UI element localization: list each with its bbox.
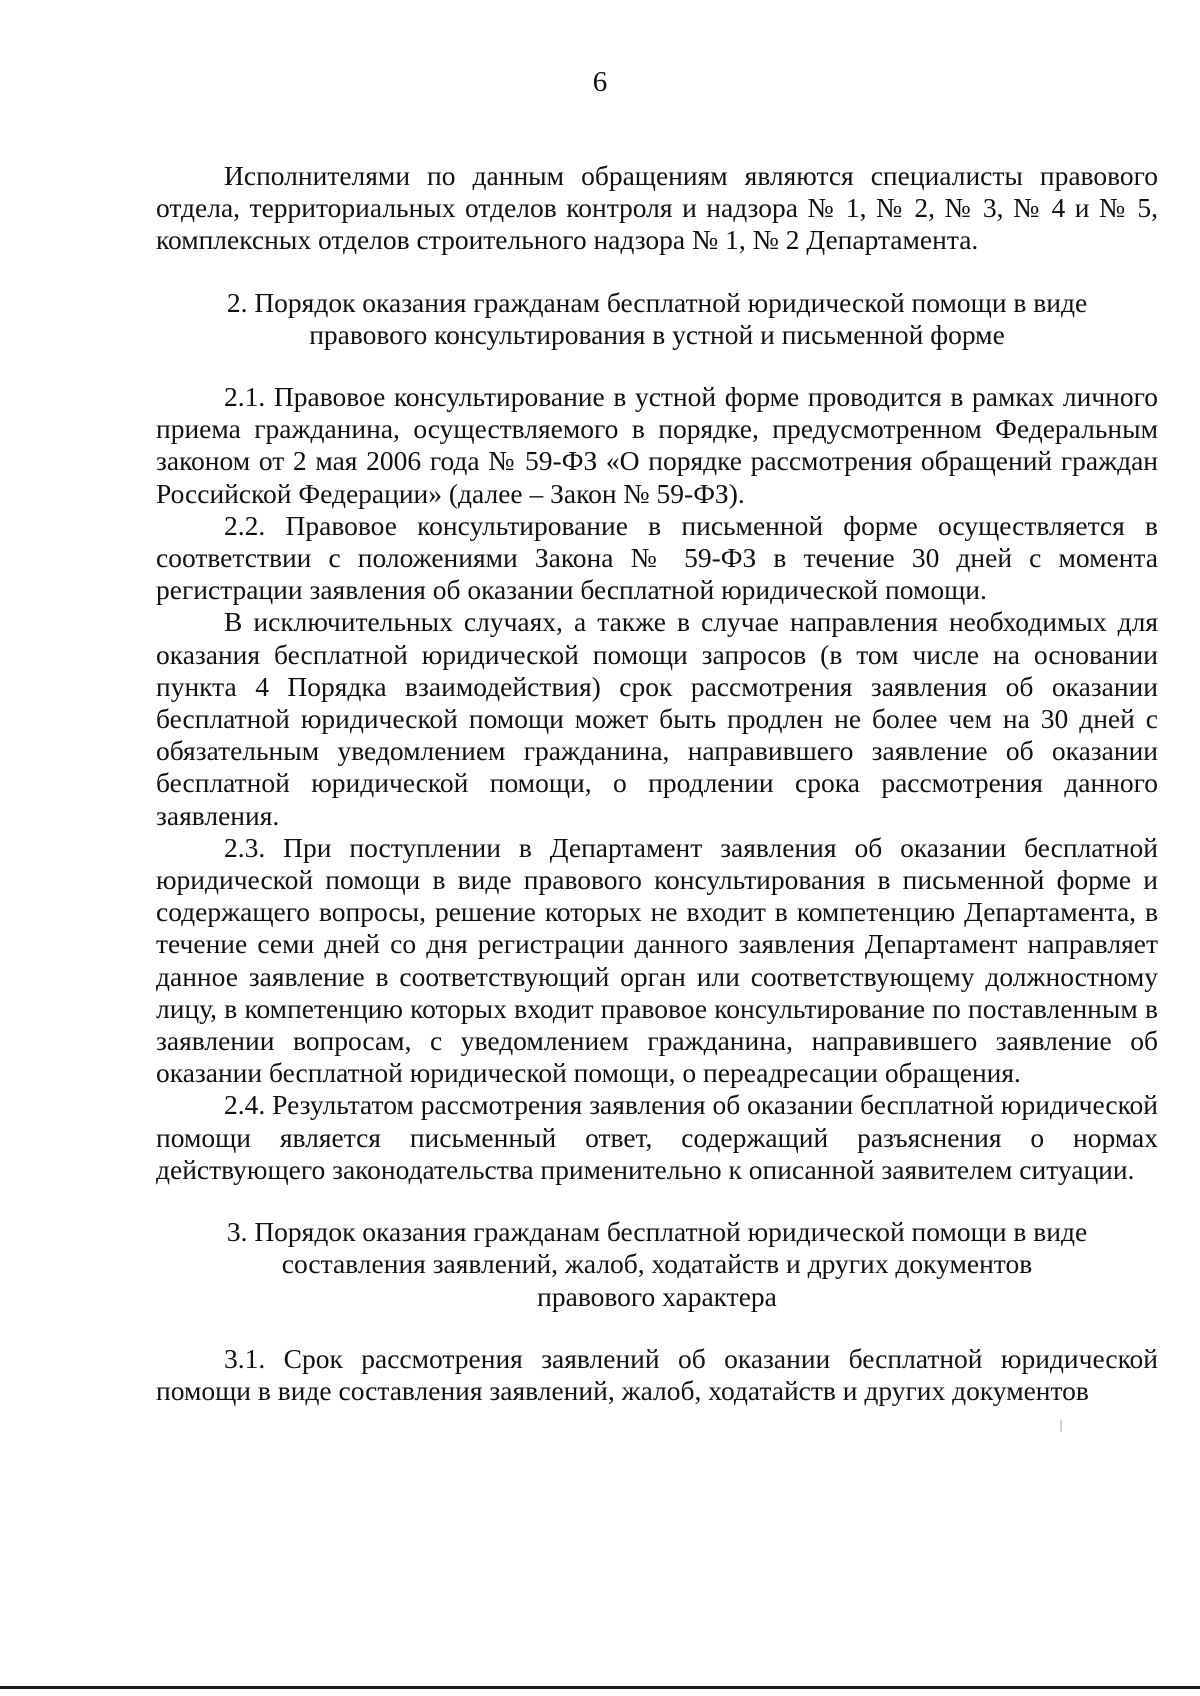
paragraph-3-1 — [156, 1343, 1158, 1407]
clause-number: 2.3. — [224, 831, 266, 863]
intro-paragraph: Исполнителями по данным обращениям являются специалисты правового отдела, территориальных отделов контроля и надзора № 1, № 2, № 3, № 4 и № 5, комплексных отделов строительного надзора № 1, № 2 Департамента. — [156, 160, 1158, 256]
paragraph-2-1 — [156, 381, 1158, 510]
section-3-heading-line1: 3. Порядок оказания гражданам бесплатной юридической помощи в виде — [226, 1216, 1088, 1248]
paragraph-2-3 — [156, 832, 1158, 1090]
clause-text: При поступлении в Департамент заявления об оказании бесплатной юридической помощи в виде правового консультирования в письменной форме и содержащего вопросы, решение которых не входит в компетенцию Департамента, в течение семи дней со дня регистрации данного заявления Департамент направляет данное заявление в соответствующий орган или соответствующему должностному лицу, в компетенцию которых входит правовое консультирование по поставленным в заявлении вопросам, с уведомлением гражданина, направившего заявление об оказании бесплатной юридической помощи, о переадресации обращения. — [156, 831, 1158, 1089]
clause-text: Правовое консультирование в устной форме проводится в рамках личного приема гражданина, осуществляемого в порядке, предусмотренном Федеральным законом от 2 мая 2006 года № 59-ФЗ «О порядке рассмотрения обращений граждан Российской Федерации» (далее – Закон № 59-ФЗ). — [156, 381, 1158, 509]
clause-number: 3.1. — [224, 1342, 266, 1374]
clause-text: Срок рассмотрения заявлений об оказании бесплатной юридической помощи в виде составления заявлений, жалоб, ходатайств и других документов — [156, 1342, 1158, 1406]
clause-number: 2.1. — [224, 381, 266, 413]
scan-mark — [1060, 1420, 1062, 1432]
paragraph-2-2-continuation: В исключительных случаях, а также в случае направления необходимых для оказания бесплатной юридической помощи запросов (в том числе на основании пункта 4 Порядка взаимодействия) срок рассмотрения заявления об оказании бесплатной юридической помощи может быть продлен не более чем на 30 дней с обязательным уведомлением гражданина, направившего заявление об оказании бесплатной юридической помощи, о продлении срока рассмотрения данного заявления. — [156, 606, 1158, 831]
section-3-heading — [156, 1216, 1158, 1313]
section-2-heading-line2: правового консультирования в устной и письменной форме — [309, 318, 1005, 350]
page-number: 6 — [592, 66, 608, 98]
clause-number: 2.2. — [224, 509, 266, 541]
paragraph-2-4 — [156, 1089, 1158, 1186]
page-bottom-rule — [0, 1686, 1200, 1689]
clause-text: Правовое консультирование в письменной форме осуществляется в соответствии с положениями Закона № 59-ФЗ в течение 30 дней с момента регистрации заявления об оказании бесплатной юридической помощи. — [156, 509, 1158, 606]
section-2-heading — [156, 287, 1158, 351]
clause-text: Результатом рассмотрения заявления об оказании бесплатной юридической помощи является письменный ответ, содержащий разъяснения о нормах действующего законодательства применительно к описанной заявителем ситуации. — [156, 1089, 1158, 1185]
document-body — [156, 160, 1158, 1407]
section-3-heading-line2: составления заявлений, жалоб, ходатайств и других документов — [281, 1248, 1033, 1280]
section-2-heading-line1: 2. Порядок оказания гражданам бесплатной юридической помощи в виде — [226, 286, 1088, 318]
section-3-heading-line3: правового характера — [537, 1280, 777, 1312]
paragraph-2-2 — [156, 510, 1158, 607]
clause-number: 2.4. — [224, 1089, 266, 1121]
